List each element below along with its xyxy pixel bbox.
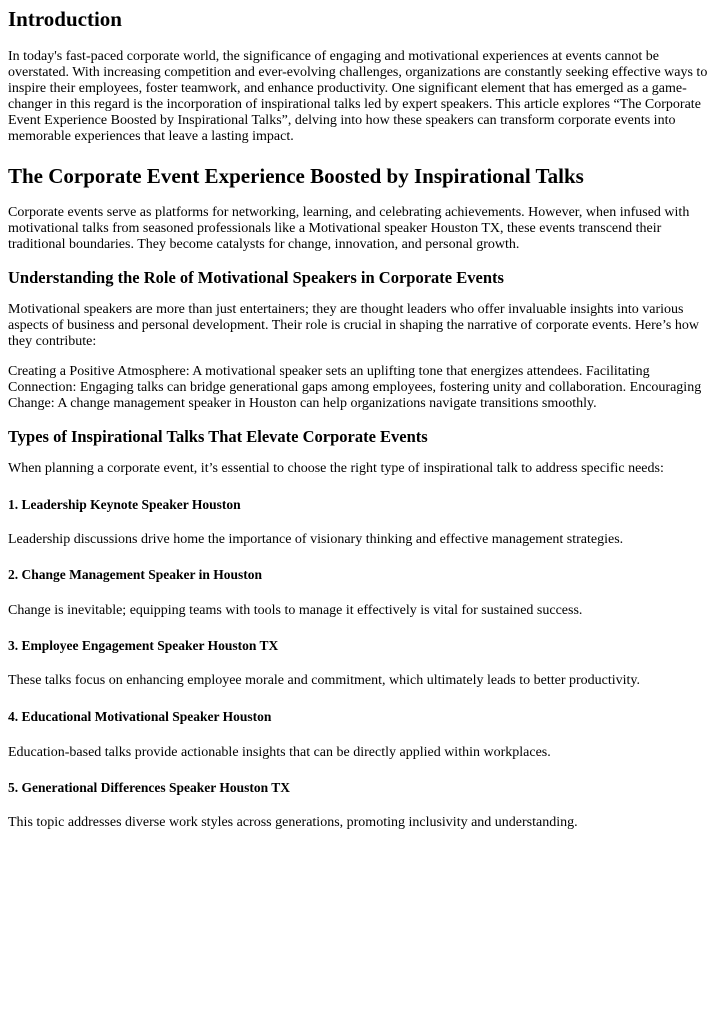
role-paragraph-1: Motivational speakers are more than just entertainers; they are thought leaders who offer invaluable insights into various aspects of business and personal development. Their role is crucial in shaping the narrative of corporate events. Here’s how they contribute: [8, 302, 699, 349]
talk-type-text: This topic addresses diverse work styles across generations, promoting inclusivity and understanding. [8, 815, 578, 830]
intro-paragraph: In today's fast-paced corporate world, the significance of engaging and motivational experiences at events cannot be overstated. With increasing competition and ever-evolving challenges, organizations are constantly seeking effective ways to inspire their employees, foster teamwork, and enhance productivity. One significant element that has emerged as a game-changer in this regard is the incorporation of inspirational talks led by expert speakers. This article explores “The Corporate Event Experience Boosted by Inspirational Talks”, delving into how these speakers can transform corporate events into memorable experiences that leave a lasting impact. [8, 49, 708, 144]
role-paragraph-2: Creating a Positive Atmosphere: A motivational speaker sets an uplifting tone that energizes attendees. Facilitating Connection: Engaging talks can bridge generational gaps among employees, fostering unity and collaboration. Encouraging Change: A change management speaker in Houston can help organizations navigate transitions smoothly. [8, 364, 702, 411]
main-paragraph: Corporate events serve as platforms for networking, learning, and celebrating achievements. However, when infused with motivational talks from seasoned professionals like a Motivational speaker Houston TX, these events transcend their traditional boundaries. They become catalysts for change, innovation, and personal growth. [8, 205, 690, 252]
types-intro: When planning a corporate event, it’s essential to choose the right type of inspirational talk to address specific needs: [8, 461, 664, 476]
role-heading: Understanding the Role of Motivational Speakers in Corporate Events [8, 268, 504, 287]
talk-type-text: Change is inevitable; equipping teams with tools to manage it effectively is vital for sustained success. [8, 603, 583, 618]
talk-type-title: 3. Employee Engagement Speaker Houston TX [8, 638, 279, 653]
intro-heading: Introduction [8, 7, 122, 31]
types-heading: Types of Inspirational Talks That Elevate Corporate Events [8, 427, 428, 446]
talk-type-text: These talks focus on enhancing employee morale and commitment, which ultimately leads to better productivity. [8, 673, 641, 688]
talk-type-title: 4. Educational Motivational Speaker Houston [8, 709, 272, 724]
talk-type-title: 5. Generational Differences Speaker Houston TX [8, 780, 290, 795]
talk-type-title: 2. Change Management Speaker in Houston [8, 567, 263, 582]
talk-type-text: Education-based talks provide actionable insights that can be directly applied within workplaces. [8, 745, 551, 760]
talk-type-title: 1. Leadership Keynote Speaker Houston [8, 497, 241, 512]
talk-type-text: Leadership discussions drive home the importance of visionary thinking and effective management strategies. [8, 532, 624, 547]
main-heading: The Corporate Event Experience Boosted by Inspirational Talks [8, 164, 584, 188]
article [0, 7, 720, 831]
